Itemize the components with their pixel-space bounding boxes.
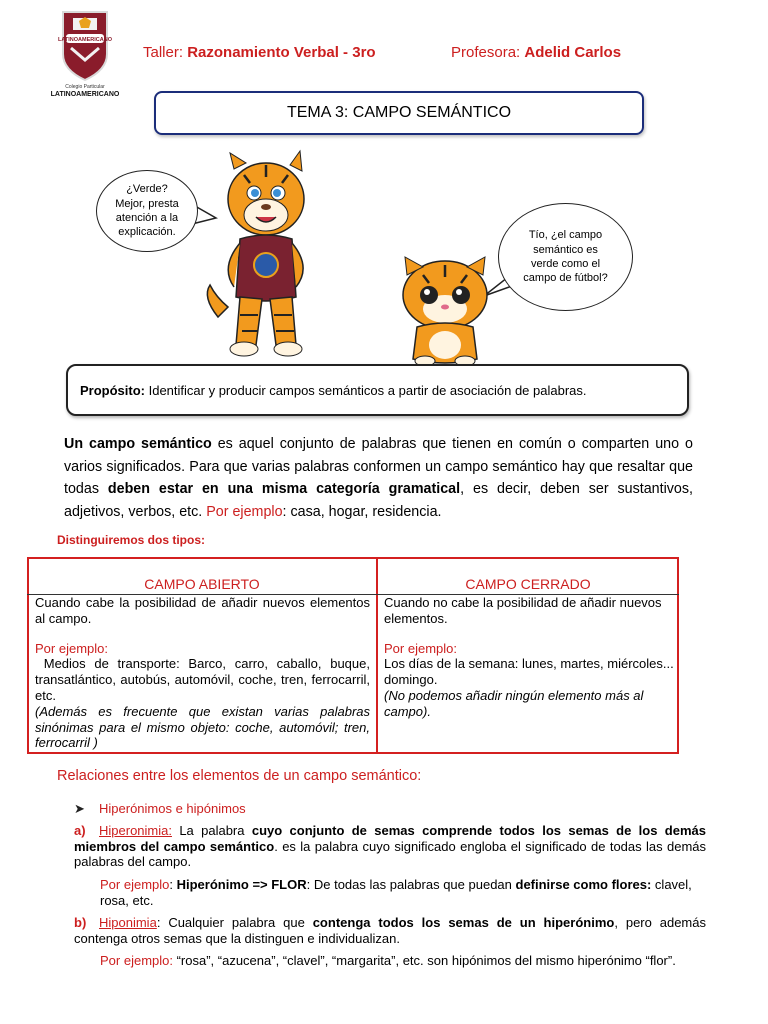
abierto-example-text: Medios de transporte: Barco, carro, caballo, buque, transatlántico, autobús, automóvil, coche, tren, ferrocarril, etc. xyxy=(35,656,374,703)
tiger-mascot-illustration xyxy=(200,147,325,367)
taller-heading xyxy=(143,44,376,61)
hiperonimos-heading-text: Hiperónimos e hipónimos xyxy=(99,801,246,816)
cerrado-note: (No podemos añadir ningún elemento más al campo). xyxy=(384,687,644,719)
proposito-label: Propósito: xyxy=(80,383,145,398)
hiperonimos-heading xyxy=(74,801,246,817)
tiger-cub-illustration xyxy=(393,255,498,367)
cerrado-description: Cuando no cabe la posibilidad de añadir nuevos elementos. xyxy=(384,595,662,626)
abierto-example-label: Por ejemplo: xyxy=(35,640,108,656)
hiponimia-text-2: , pero además contenga otros semas que la distinguen e individualizan. xyxy=(74,915,706,946)
taller-label: Taller: xyxy=(143,44,184,61)
hiponimia-term: Hiponimia xyxy=(99,915,157,930)
abierto-note: (Además es frecuente que existan varias palabras sinónimas para el mismo objeto: coche, automóvil; tren, ferrocarril ) xyxy=(35,703,370,751)
hiponimia-emphasis: contenga todos los semas de un hiperónimo xyxy=(312,915,615,930)
hiperonimia-text-2: . es la palabra cuyo significado engloba el significado de todas las demás palabras del campo. xyxy=(74,838,706,869)
campo-cerrado-title: CAMPO CERRADO xyxy=(465,576,591,592)
arrow-bullet-icon: ➤ xyxy=(74,801,85,816)
school-logo xyxy=(33,8,137,100)
svg-text:LATINOAMERICANO: LATINOAMERICANO xyxy=(58,37,112,43)
hiperonimia-text-1: La palabra xyxy=(171,823,252,838)
item-b-label: b) xyxy=(74,915,87,930)
hiponimia-example-text: “rosa”, “azucena”, “clavel”, “margarita”, etc. son hipónimos del mismo hiperónimo “flor”. xyxy=(172,953,676,968)
cerrado-example-text: Los días de la semana: lunes, martes, miércoles... domingo. xyxy=(384,656,674,688)
hiponimia-text-1: : Cualquier palabra que xyxy=(156,915,313,930)
profesora-label: Profesora: xyxy=(451,44,521,61)
profesora-heading xyxy=(451,44,621,61)
intro-paragraph xyxy=(64,433,693,523)
speech-bubble-left: ¿Verde? Mejor, presta atención a la explicación. xyxy=(96,170,198,252)
distinguiremos-heading: Distinguiremos dos tipos: xyxy=(57,533,206,547)
proposito-body: Identificar y producir campos semánticos a partir de asociación de palabras. xyxy=(145,383,587,398)
hiponimia-example xyxy=(100,953,706,969)
hiperonimia-example-text: : De todas las palabras que puedan xyxy=(306,877,516,892)
hiperonimia-example xyxy=(100,877,706,908)
item-a-label: a) xyxy=(74,823,86,838)
campo-cerrado-cell xyxy=(384,595,674,720)
logo-title: LATINOAMERICANO xyxy=(50,91,120,98)
hiperonimia-item xyxy=(74,823,706,870)
intro-example-text: : casa, hogar, residencia. xyxy=(282,503,442,520)
intro-term: Un campo semántico xyxy=(64,436,212,452)
hiperonimia-emphasis: cuyo conjunto de semas comprende todos los semas de los demás miembros del campo semántico xyxy=(74,823,706,854)
hiperonimia-example-label: Por ejemplo xyxy=(100,877,170,892)
relaciones-heading: Relaciones entre los elementos de un campo semántico: xyxy=(57,768,422,784)
tema-title: TEMA 3: CAMPO SEMÁNTICO xyxy=(154,91,644,135)
hiperonimo-flor: Hiperónimo => FLOR xyxy=(176,877,307,892)
hiperonimia-example-list: clavel, rosa, etc. xyxy=(100,877,692,908)
intro-example-label: Por ejemplo xyxy=(206,503,283,520)
hiperonimia-term: Hiperonimia: xyxy=(99,823,172,838)
hiponimia-example-label: Por ejemplo: xyxy=(100,953,173,968)
intro-text-2: , es decir, deben ser sustantivos, adjetivos, verbos, etc. xyxy=(64,481,693,520)
campo-abierto-title: CAMPO ABIERTO xyxy=(144,576,260,592)
logo-subtitle: Colegio Particular xyxy=(65,84,105,90)
hiponimia-item xyxy=(74,915,706,946)
taller-value: Razonamiento Verbal - 3ro xyxy=(187,44,376,61)
hiperonimia-example-sep: : xyxy=(169,877,177,892)
speech-bubble-right: Tío, ¿el campo semántico es verde como el campo de fútbol? xyxy=(498,203,633,311)
proposito-text xyxy=(80,383,587,398)
abierto-description: Cuando cabe la posibilidad de añadir nuevos elementos al campo. xyxy=(35,595,370,626)
intro-emphasis: deben estar en una misma categoría gramatical xyxy=(107,481,461,498)
cerrado-example-label: Por ejemplo: xyxy=(384,640,457,656)
campo-abierto-cell xyxy=(35,595,374,751)
hiperonimia-example-emphasis: definirse como flores: xyxy=(515,877,652,892)
profesora-value: Adelid Carlos xyxy=(524,44,622,61)
intro-text-1: es aquel conjunto de palabras que tienen en común o comparten uno o varios significados. Para que varias palabras conformen un campo semántico hay que resaltar que todas xyxy=(64,436,693,498)
